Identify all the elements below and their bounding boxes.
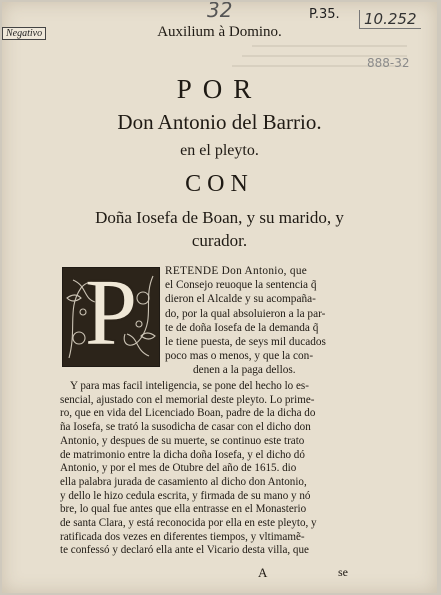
document-page (2, 2, 437, 593)
body-line: ña Iosefa, se trató la susodicha de casar con el dicho don (60, 421, 311, 434)
decorated-initial (62, 267, 160, 367)
title-con: CON (185, 171, 254, 197)
title-pleyto: en el pleyto. (180, 142, 259, 159)
body-line: ro, que en vida del Licenciado Boan, padre de la dicha do (60, 407, 316, 420)
body-line: Antonio, y por el mes de Otubre del año de 1615. dio (60, 462, 297, 475)
body-line: de matrimonio entre la dicha doña Iosefa, y el dicho dó (60, 448, 305, 461)
title-party-line1: Doña Iosefa de Boan, y su marido, y (95, 208, 344, 227)
body-line: bre, lo qual fue antes que ella entrasse en el Monasterio (60, 503, 307, 516)
body-text (60, 380, 382, 558)
intro-line: denen a la paga dellos. (193, 364, 296, 377)
body-line: sencial, ajustado con el memorial deste pleyto. Lo prime- (60, 393, 315, 406)
dropcap-letter: P (84, 267, 138, 365)
boxed-number: 10.252 (359, 10, 421, 29)
page-reference: P.35. (309, 7, 340, 22)
body-line: te confessó y declaró ella ante el Vicario desta villa, que (60, 544, 309, 557)
body-line: de santa Clara, y está reconocida por ella en este pleyto, y (60, 517, 317, 530)
intro-line: do, por la qual absoluieron a la par- (165, 307, 326, 320)
body-line: Y para mas facil inteligencia, se pone del hecho lo es- (70, 380, 309, 392)
body-line: ratificada dos vezes en diferentes tiempos, y vltimamẽ- (60, 530, 305, 543)
body-line: y dello le hizo cedula escrita, y firmada de su mano y nó (60, 489, 311, 502)
intro-line: el Consejo reuoque la sentencia q̃ (165, 279, 317, 292)
intro-line: le tiene puesta, de seys mil ducados (165, 336, 326, 349)
body-line: ella palabra jurada de casamiento al dicho don Antonio, (60, 475, 307, 488)
intro-paragraph (165, 264, 377, 378)
pencil-number: 888-32 (367, 56, 410, 70)
title-por: POR (176, 74, 263, 104)
signature-mark: A (258, 565, 268, 580)
title-name: Don Antonio del Barrio. (117, 110, 322, 134)
handwritten-number: 32 (207, 2, 233, 22)
title-party-line2: curador. (191, 231, 248, 250)
intro-line: dieron el Alcalde y su acompaña- (165, 293, 316, 306)
intro-line: te de doña Iosefa de la demanda q̃ (165, 321, 319, 334)
body-line: Antonio, y despues de su muerte, se continuo este trato (60, 434, 305, 447)
catchword: se (338, 565, 348, 579)
intro-line: RETENDE Don Antonio, que (165, 265, 308, 277)
negativo-stamp: Negativo (2, 27, 46, 40)
intro-line: poco mas o menos, y que la con- (165, 350, 314, 363)
header-motto: Auxilium à Domino. (157, 24, 282, 40)
